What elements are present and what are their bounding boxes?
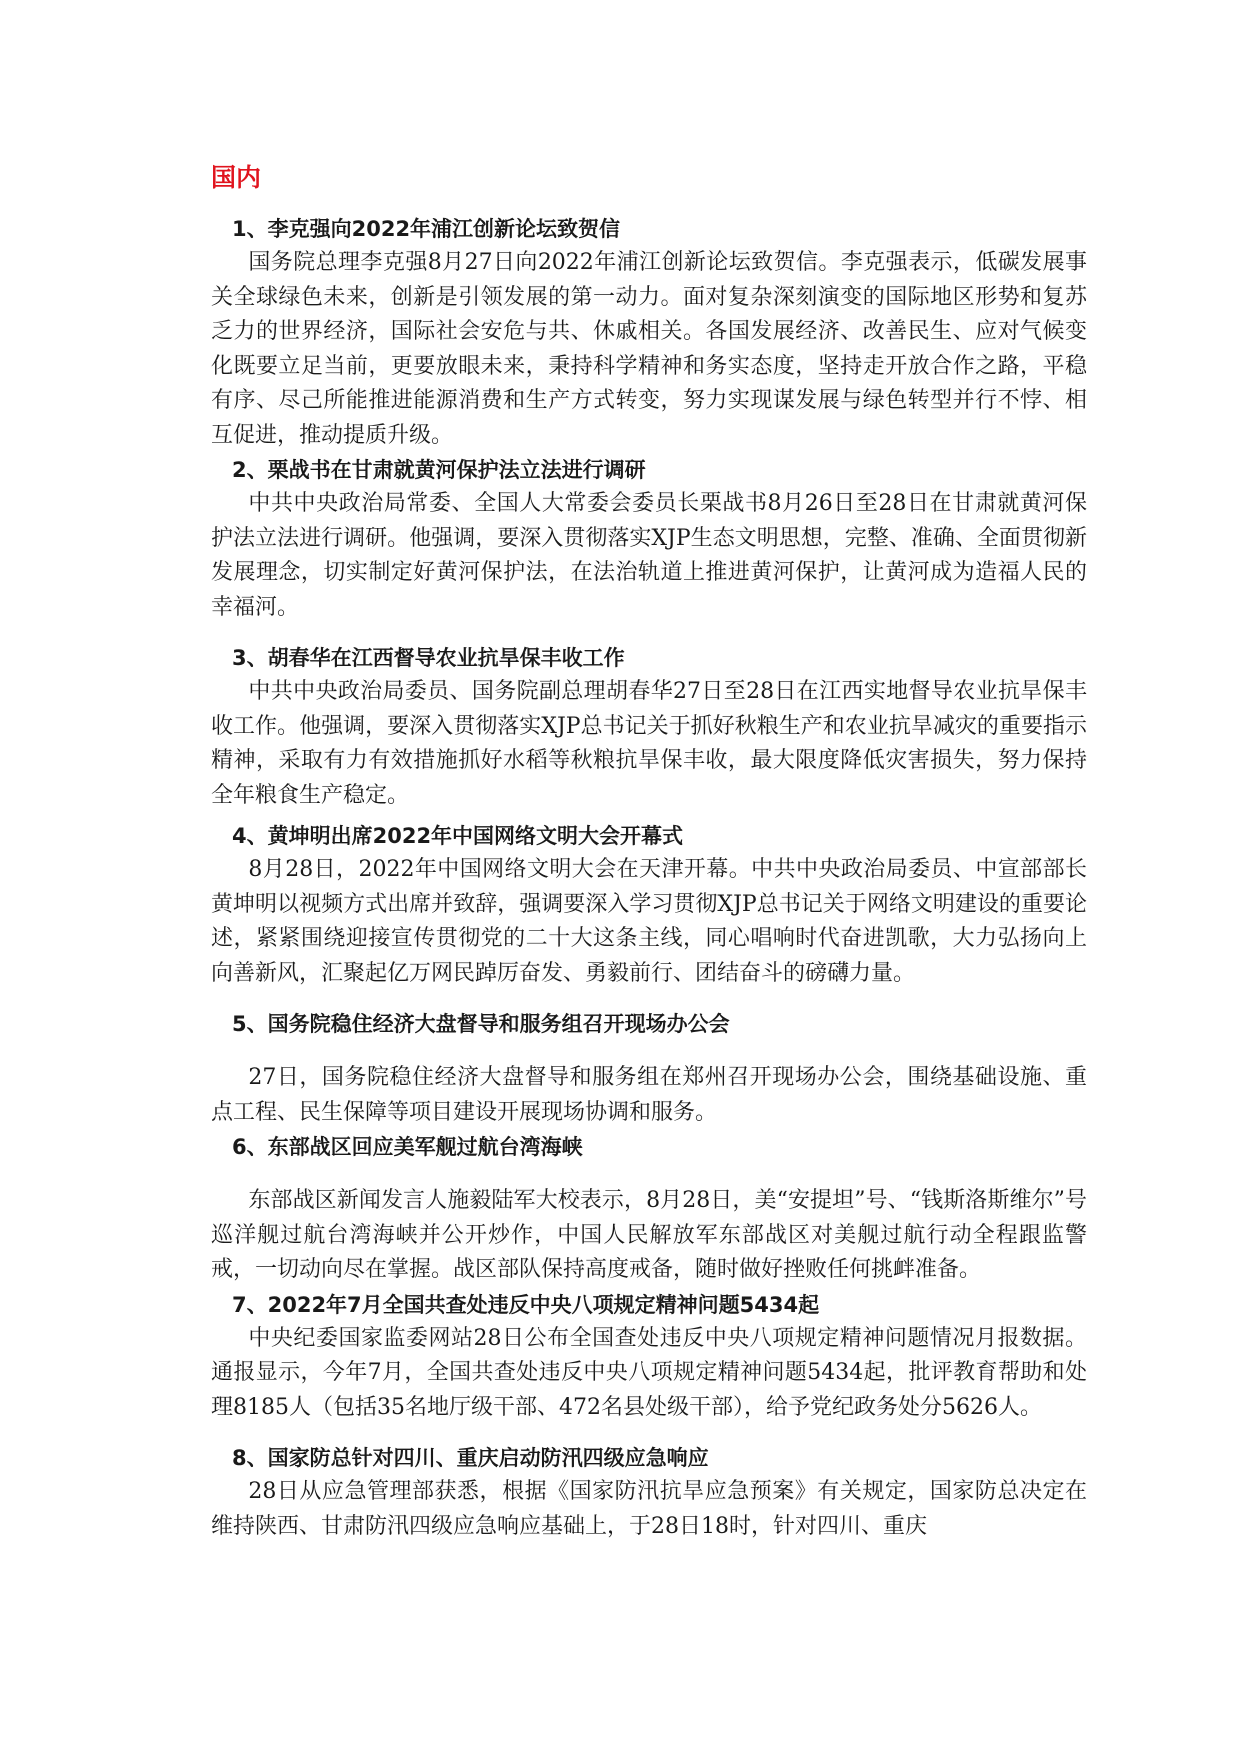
news-item-title: 4、黄坤明出席2022年中国网络文明大会开幕式 <box>232 824 684 848</box>
news-item-2 <box>211 453 1087 625</box>
spacer <box>211 1041 1087 1061</box>
news-item-body: 国务院总理李克强8月27日向2022年浦江创新论坛致贺信。李克强表示，低碳发展事关全球绿色未来，创新是引领发展的第一动力。面对复杂深刻演变的国际地区形势和复苏乏力的世界经济，国际社会安危与共、休戚相关。各国发展经济、改善民生、应对气候变化既要立足当前，更要放眼未来，秉持科学精神和务实态度，坚持走开放合作之路，平稳有序、尽己所能推进能源消费和生产方式转变，努力实现谋发展与绿色转型并行不悖、相互促进，推动提质升级。 <box>211 250 1087 448</box>
spacer <box>211 1425 1087 1441</box>
spacer <box>211 1164 1087 1184</box>
news-item-body: 27日，国务院稳住经济大盘督导和服务组在郑州召开现场办公会，围绕基础设施、重点工程、民生保障等项目建设开展现场协调和服务。 <box>211 1065 1087 1125</box>
news-item-1 <box>211 212 1087 453</box>
news-item-body: 中共中央政治局委员、国务院副总理胡春华27日至28日在江西实地督导农业抗旱保丰收工作。他强调，要深入贯彻落实XJP总书记关于抓好秋粮生产和农业抗旱减灾的重要指示精神，采取有力有效措施抓好水稻等秋粮抗旱保丰收，最大限度降低灾害损失，努力保持全年粮食生产稳定。 <box>211 679 1087 808</box>
document-page <box>211 160 1087 1544</box>
news-item-body: 东部战区新闻发言人施毅陆军大校表示，8月28日，美“安提坦”号、“钱斯洛斯维尔”号巡洋舰过航台湾海峡并公开炒作，中国人民解放军东部战区对美舰过航行动全程跟监警戒，一切动向尽在掌握。战区部队保持高度戒备，随时做好挫败任何挑衅准备。 <box>211 1188 1087 1282</box>
news-item-title: 2、栗战书在甘肃就黄河保护法立法进行调研 <box>232 458 646 482</box>
section-heading: 国内 <box>211 163 262 192</box>
news-item-body: 中央纪委国家监委网站28日公布全国查处违反中央八项规定精神问题情况月报数据。通报显示，今年7月，全国共查处违反中央八项规定精神问题5434起，批评教育帮助和处理8185人（包括35名地厅级干部、472名县处级干部），给予党纪政务处分5626人。 <box>211 1325 1087 1420</box>
news-item-title: 6、东部战区回应美军舰过航台湾海峡 <box>232 1135 583 1159</box>
news-item-title: 8、国家防总针对四川、重庆启动防汛四级应急响应 <box>232 1446 709 1470</box>
news-item-title: 7、2022年7月全国共查处违反中央八项规定精神问题5434起 <box>232 1292 820 1317</box>
news-item-4 <box>211 819 1087 991</box>
spacer <box>211 991 1087 1007</box>
news-item-title: 5、国务院稳住经济大盘督导和服务组召开现场办公会 <box>232 1012 730 1036</box>
news-item-title: 1、李克强向2022年浦江创新论坛致贺信 <box>232 217 621 241</box>
news-item-5 <box>211 1007 1087 1130</box>
news-item-body: 中共中央政治局常委、全国人大常委会委员长栗战书8月26日至28日在甘肃就黄河保护法立法进行调研。他强调，要深入贯彻落实XJP生态文明思想，完整、准确、全面贯彻新发展理念，切实制定好黄河保护法，在法治轨道上推进黄河保护，让黄河成为造福人民的幸福河。 <box>211 491 1087 620</box>
news-item-7 <box>211 1288 1087 1426</box>
news-item-title: 3、胡春华在江西督导农业抗旱保丰收工作 <box>232 646 625 670</box>
news-item-body: 8月28日，2022年中国网络文明大会在天津开幕。中共中央政治局委员、中宣部部长黄坤明以视频方式出席并致辞，强调要深入学习贯彻XJP总书记关于网络文明建设的重要论述，紧紧围绕迎接宣传贯彻党的二十大这条主线，同心唱响时代奋进凯歌，大力弘扬向上向善新风，汇聚起亿万网民踔厉奋发、勇毅前行、团结奋斗的磅礴力量。 <box>211 857 1087 986</box>
spacer <box>211 625 1087 641</box>
news-item-body: 28日从应急管理部获悉，根据《国家防汛抗旱应急预案》有关规定，国家防总决定在维持陕西、甘肃防汛四级应急响应基础上，于28日18时，针对四川、重庆 <box>211 1479 1087 1539</box>
news-item-8 <box>211 1441 1087 1544</box>
news-item-3 <box>211 641 1087 813</box>
news-item-6 <box>211 1130 1087 1288</box>
